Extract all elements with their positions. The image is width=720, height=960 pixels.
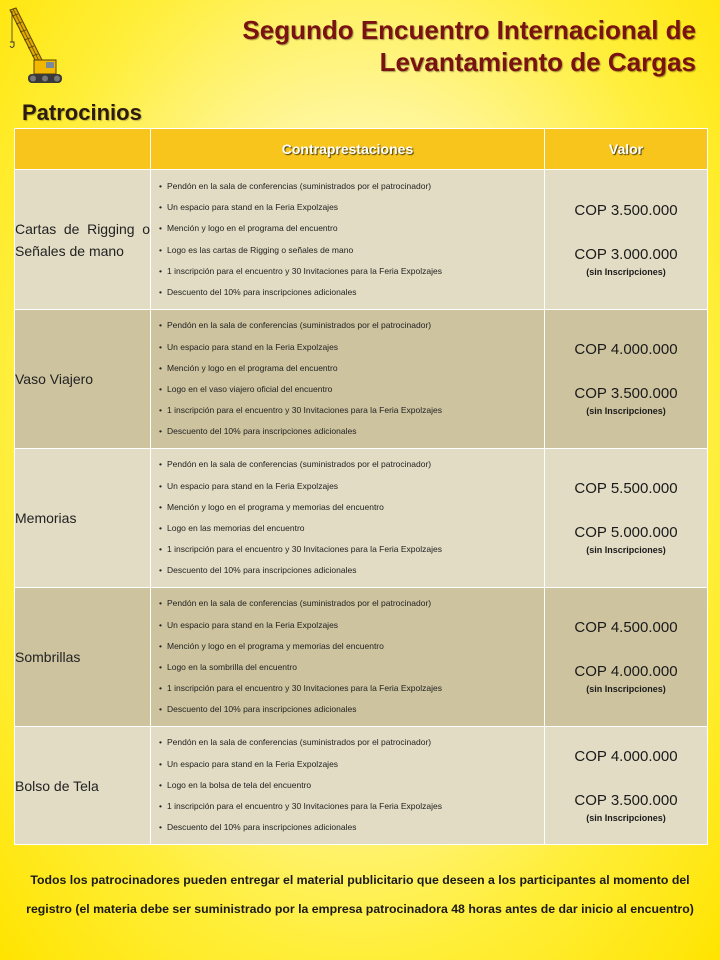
list-item: • Descuento del 10% para inscripciones adicionales: [159, 560, 544, 581]
price-note: (sin Inscripciones): [586, 812, 666, 823]
list-item: • Mención y logo en el programa del encuentro: [159, 358, 544, 379]
list-item: • Pendón en la sala de conferencias (suministrados por el patrocinador): [159, 315, 544, 336]
price-no-registration: COP 3.000.000: [574, 245, 678, 263]
sponsorship-name: Vaso Viajero: [15, 310, 151, 449]
price: COP 4.000.000: [574, 747, 678, 765]
benefits-cell: [151, 449, 545, 588]
page-title: [136, 14, 696, 78]
list-item: • Un espacio para stand en la Feria Expolzajes: [159, 197, 544, 218]
list-item: • Mención y logo en el programa y memorias del encuentro: [159, 497, 544, 518]
list-item: • Descuento del 10% para inscripciones adicionales: [159, 699, 544, 720]
price: COP 3.500.000: [574, 201, 678, 219]
header-cell-empty: [15, 129, 151, 170]
value-cell: [545, 310, 708, 449]
price-no-registration: COP 3.500.000: [574, 385, 678, 402]
list-item: • 1 inscripción para el encuentro y 30 Invitaciones para la Feria Expolzajes: [159, 261, 544, 282]
sponsorship-table: [14, 128, 708, 845]
table-row: [15, 727, 708, 845]
benefits-list: [151, 593, 544, 720]
value-cell: [545, 588, 708, 727]
value-cell: [545, 449, 708, 588]
table-row: [15, 449, 708, 588]
sponsorship-name: Cartas de Rigging o Señales de mano: [15, 170, 151, 310]
benefits-cell: [151, 310, 545, 449]
list-item: • 1 inscripción para el encuentro y 30 Invitaciones para la Feria Expolzajes: [159, 796, 544, 817]
list-item: • 1 inscripción para el encuentro y 30 Invitaciones para la Feria Expolzajes: [159, 678, 544, 699]
value-cell: [545, 170, 708, 310]
section-title: Patrocinios: [22, 100, 142, 125]
list-item: • Pendón en la sala de conferencias (suministrados por el patrocinador): [159, 454, 544, 475]
price-note: (sin Inscripciones): [586, 545, 666, 555]
benefits-list: [151, 315, 544, 442]
price: COP 4.500.000: [574, 619, 678, 636]
list-item: • Descuento del 10% para inscripciones adicionales: [159, 421, 544, 442]
price-note: (sin Inscripciones): [586, 406, 666, 416]
footer-note: Todos los patrocinadores pueden entregar el material publicitario que deseen a los participantes al momento del registro (el materia debe ser suministrado por la empresa patrocinadora 48 horas antes de dar inicio al encuentro): [26, 873, 694, 916]
price-no-registration: COP 3.500.000: [574, 791, 678, 809]
price-no-registration: COP 5.000.000: [574, 524, 678, 541]
list-item: • Un espacio para stand en la Feria Expolzajes: [159, 337, 544, 358]
list-item: • Descuento del 10% para inscripciones adicionales: [159, 817, 544, 838]
list-item: • Mención y logo en el programa del encuentro: [159, 218, 544, 239]
list-item: • Logo es las cartas de Rigging o señales de mano: [159, 240, 544, 261]
price: COP 5.500.000: [574, 480, 678, 497]
sponsorship-name: Memorias: [15, 449, 151, 588]
list-item: • Un espacio para stand en la Feria Expolzajes: [159, 754, 544, 775]
benefits-list: [151, 732, 544, 838]
crane-icon: [4, 6, 68, 88]
price: COP 4.000.000: [574, 341, 678, 358]
list-item: • Logo en el vaso viajero oficial del encuentro: [159, 379, 544, 400]
price-note: (sin Inscripciones): [586, 684, 666, 694]
value-cell: [545, 727, 708, 845]
header-valor: Valor: [545, 129, 708, 170]
list-item: • 1 inscripción para el encuentro y 30 Invitaciones para la Feria Expolzajes: [159, 539, 544, 560]
list-item: • Mención y logo en el programa y memorias del encuentro: [159, 636, 544, 657]
sponsorship-name: Bolso de Tela: [15, 727, 151, 845]
price-note: (sin Inscripciones): [586, 266, 666, 277]
list-item: • Pendón en la sala de conferencias (suministrados por el patrocinador): [159, 593, 544, 614]
benefits-list: [151, 176, 544, 303]
list-item: • Logo en la sombrilla del encuentro: [159, 657, 544, 678]
list-item: • Pendón en la sala de conferencias (suministrados por el patrocinador): [159, 732, 544, 753]
table-row: [15, 310, 708, 449]
list-item: • Un espacio para stand en la Feria Expolzajes: [159, 615, 544, 636]
list-item: • Logo en la bolsa de tela del encuentro: [159, 775, 544, 796]
benefits-cell: [151, 727, 545, 845]
header-contraprestaciones: Contraprestaciones: [151, 129, 545, 170]
list-item: • Pendón en la sala de conferencias (suministrados por el patrocinador): [159, 176, 544, 197]
list-item: • Logo en las memorias del encuentro: [159, 518, 544, 539]
sponsorship-name: Sombrillas: [15, 588, 151, 727]
benefits-cell: [151, 170, 545, 310]
table-row: [15, 588, 708, 727]
list-item: • 1 inscripción para el encuentro y 30 Invitaciones para la Feria Expolzajes: [159, 400, 544, 421]
title-line-1: Segundo Encuentro Internacional de: [242, 15, 696, 45]
table-header-row: [15, 129, 708, 170]
price-no-registration: COP 4.000.000: [574, 663, 678, 680]
list-item: • Descuento del 10% para inscripciones adicionales: [159, 282, 544, 303]
table-row: [15, 170, 708, 310]
title-line-2: Levantamiento de Cargas: [379, 47, 696, 77]
list-item: • Un espacio para stand en la Feria Expolzajes: [159, 476, 544, 497]
header: [0, 0, 720, 90]
benefits-cell: [151, 588, 545, 727]
benefits-list: [151, 454, 544, 581]
